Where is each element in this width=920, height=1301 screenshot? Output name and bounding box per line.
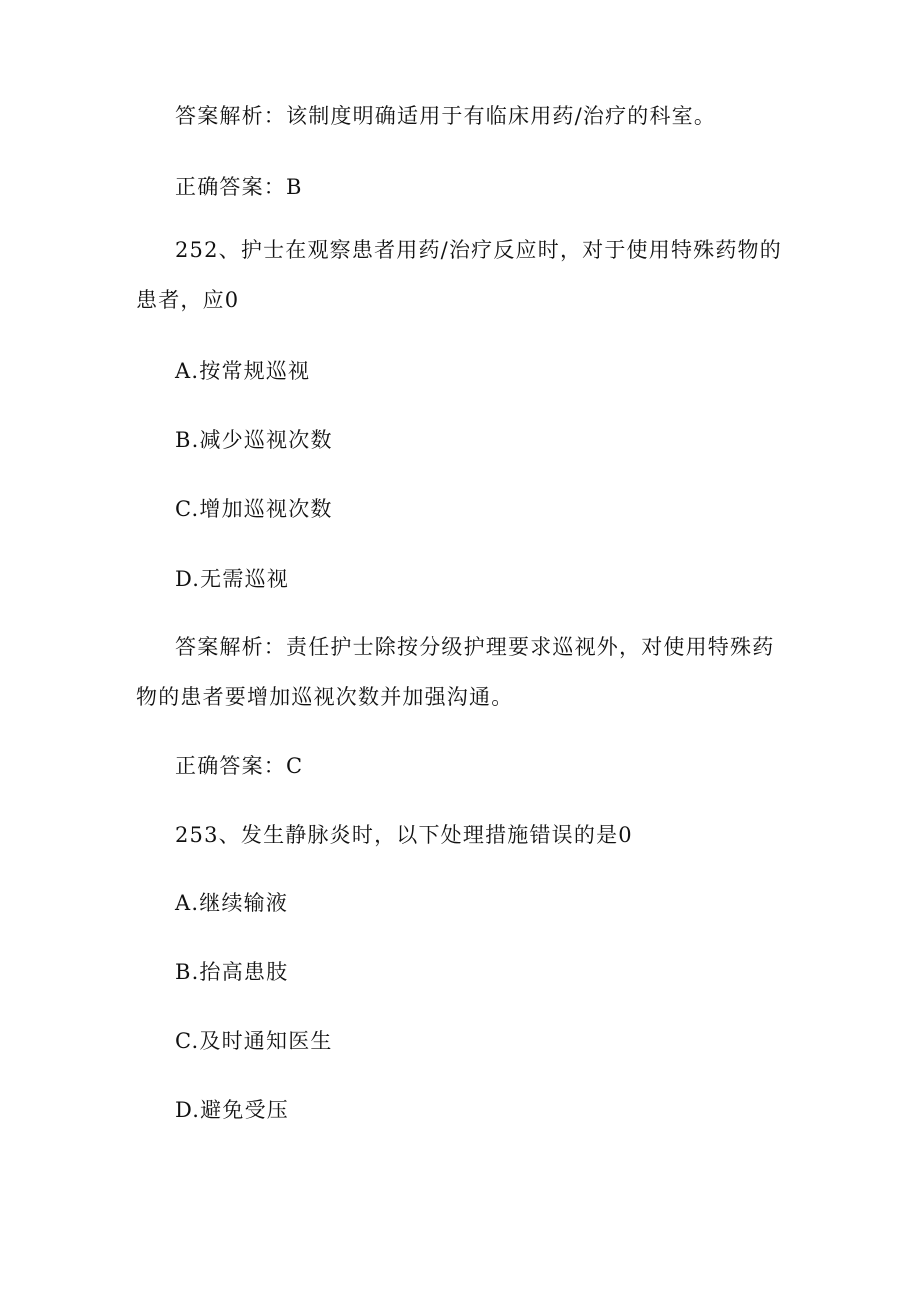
correct-answer-252: 正确答案：C — [175, 754, 304, 778]
question-252-option-c: C.增加巡视次数 — [175, 497, 333, 521]
question-253-option-a: A.继续输液 — [175, 891, 289, 915]
question-252-option-b: B.减少巡视次数 — [175, 428, 333, 452]
question-252-option-a: A.按常规巡视 — [175, 359, 311, 383]
question-252-option-d: D.无需巡视 — [175, 567, 289, 591]
correct-answer-251: 正确答案：B — [175, 175, 303, 199]
question-253-option-b: B.抬高患肢 — [175, 960, 289, 984]
question-253: 253、发生静脉炎时，以下处理措施错误的是0 — [175, 823, 633, 847]
answer-explanation-252: 答案解析：责任护士除按分级护理要求巡视外，对使用特殊药物的患者要增加巡视次数并加强沟通。 — [136, 635, 775, 709]
question-253-option-d: D.避免受压 — [175, 1098, 289, 1122]
answer-explanation-251: 答案解析：该制度明确适用于有临床用药/治疗的科室。 — [175, 104, 717, 128]
question-252: 252、护士在观察患者用药/治疗反应时，对于使用特殊药物的患者，应0 — [136, 238, 782, 312]
question-253-option-c: C.及时通知医生 — [175, 1029, 333, 1053]
